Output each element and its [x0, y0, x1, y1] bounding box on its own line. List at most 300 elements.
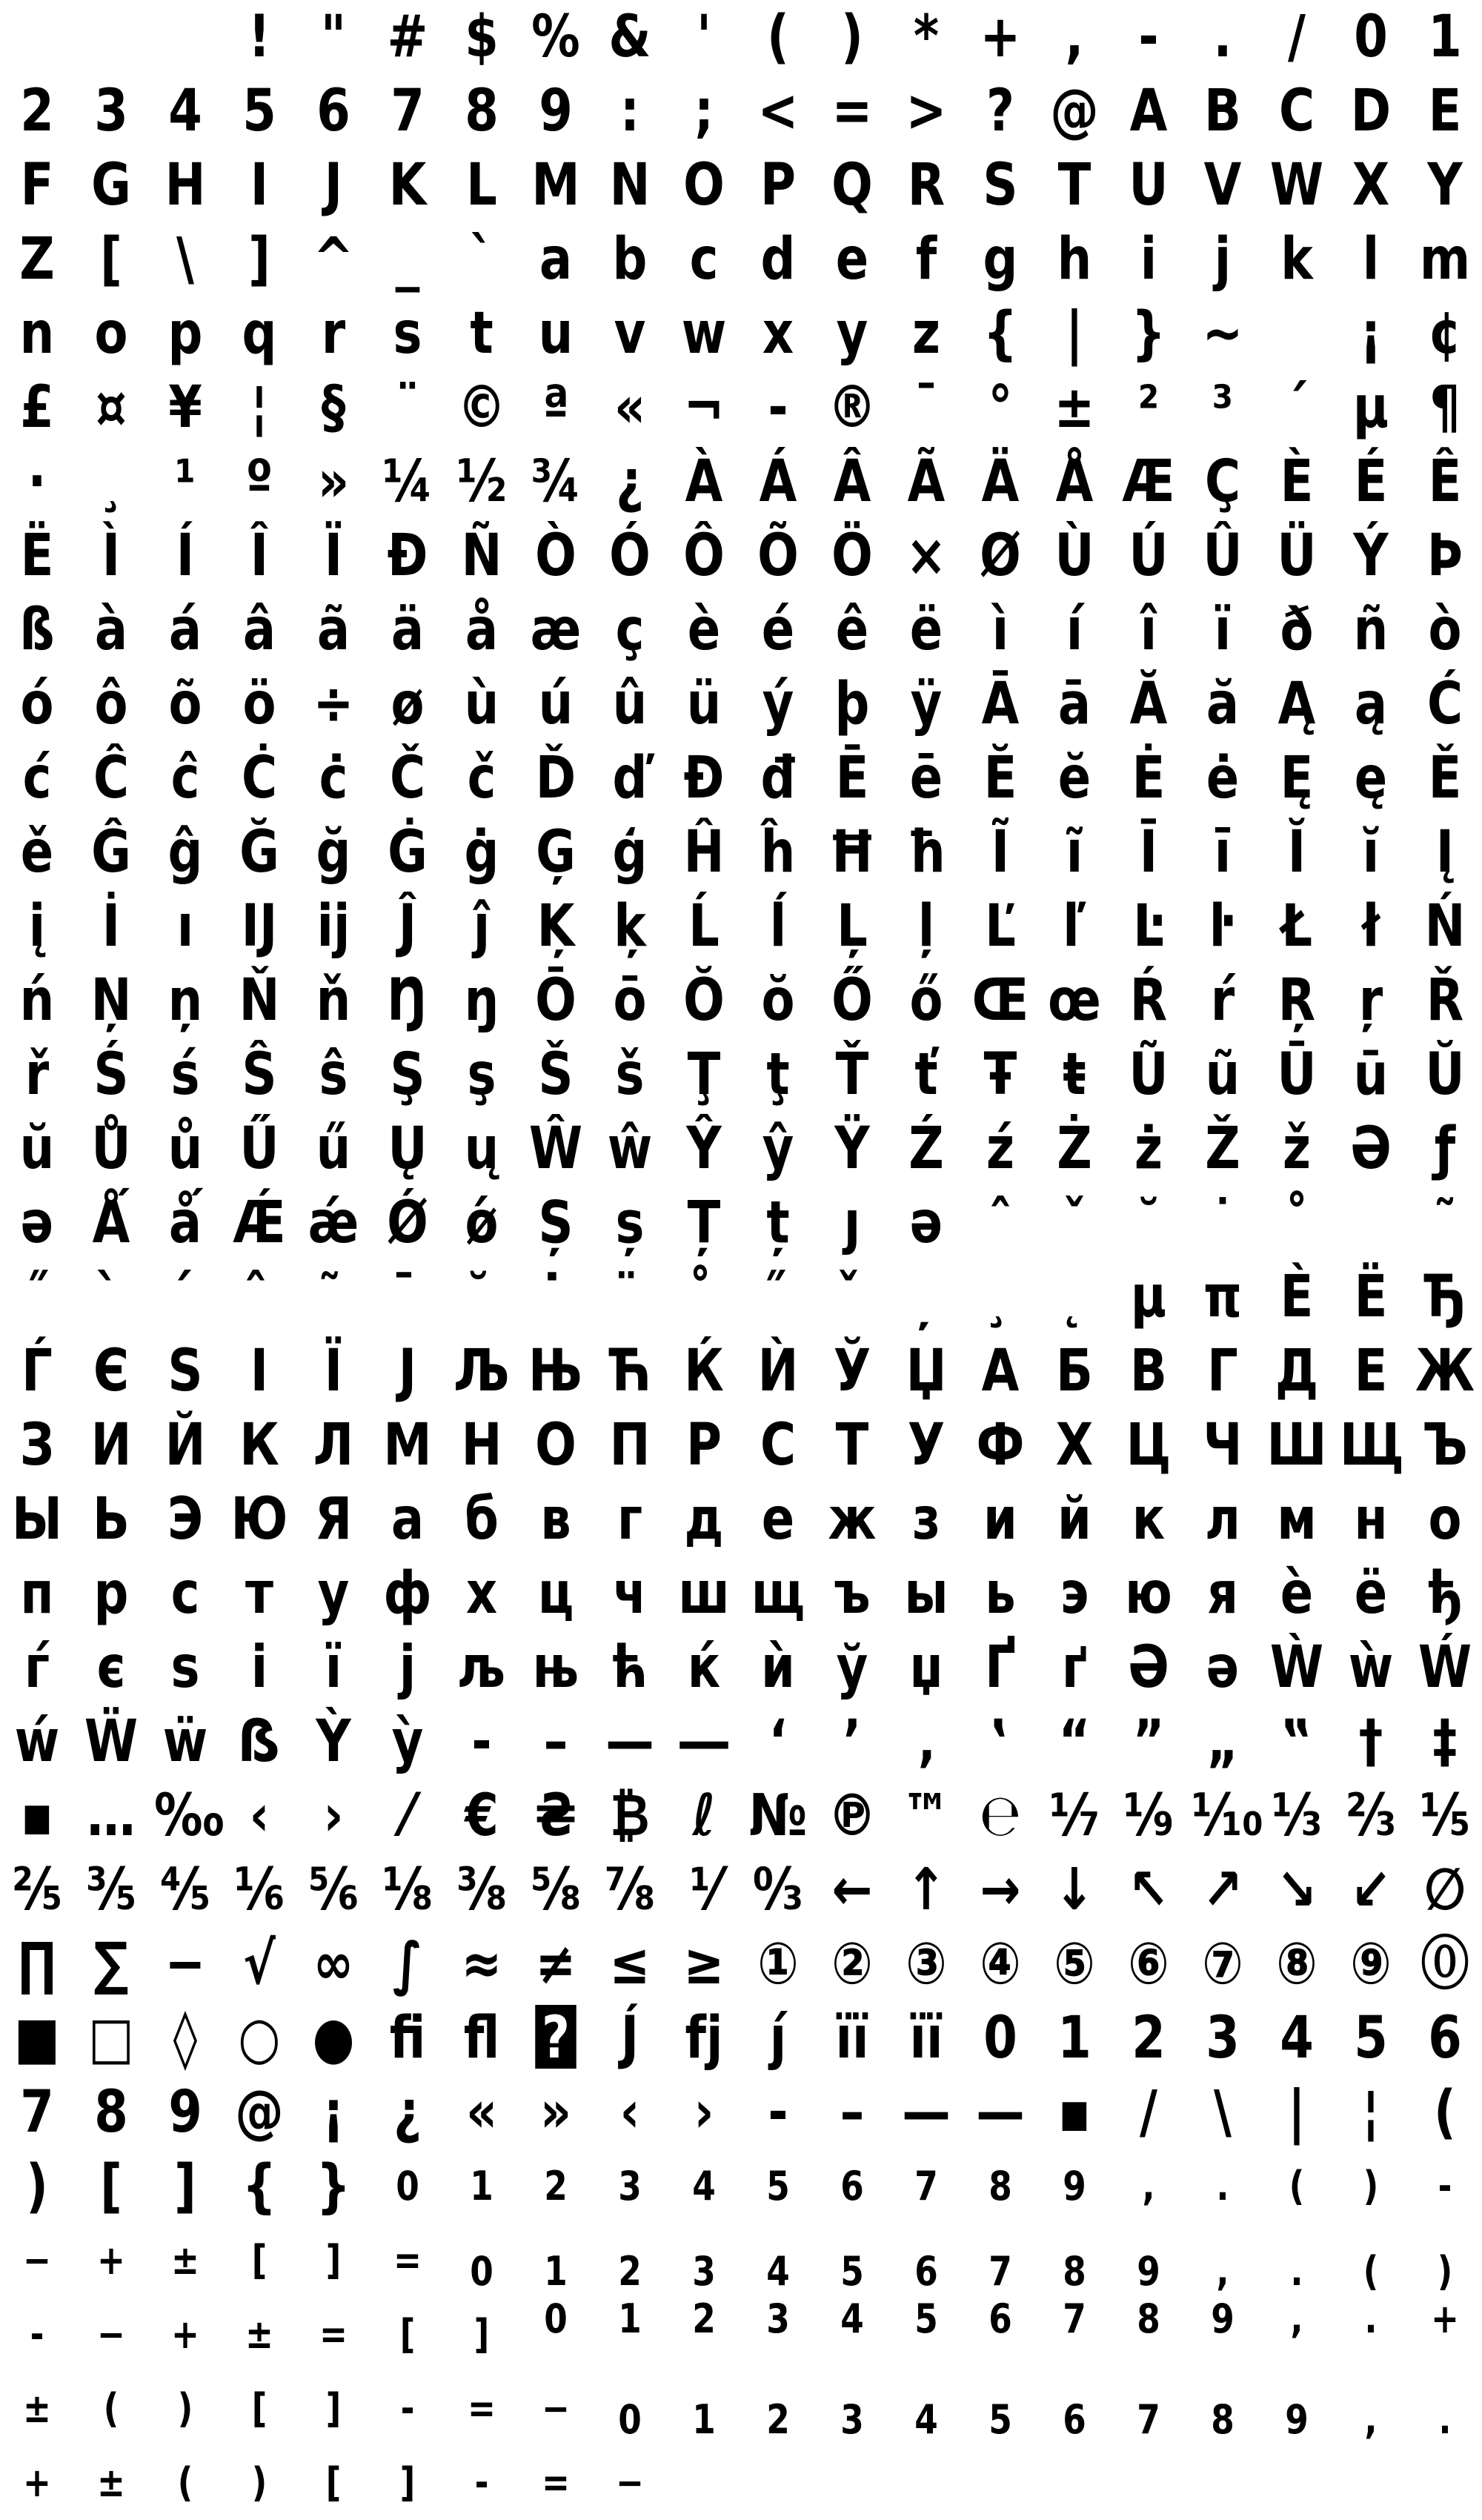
glyph-cell: ±	[245, 2311, 274, 2358]
glyph-cell: ĉ	[170, 745, 200, 812]
glyph-cell: e	[835, 226, 869, 293]
glyph-cell: ̨	[1066, 1264, 1083, 1330]
glyph-cell: ïï	[909, 2005, 943, 2072]
glyph-cell: ≈	[461, 1931, 502, 1997]
glyph-cell: đ	[760, 745, 796, 812]
glyph-cell: ﬁ	[389, 2005, 426, 2072]
glyph-cell: ĭ	[1362, 819, 1380, 886]
glyph-cell: )	[251, 2459, 268, 2506]
glyph-cell: ľ	[1063, 893, 1086, 960]
glyph-cell: ü	[686, 671, 722, 737]
glyph-cell: d	[760, 226, 796, 293]
glyph-cell: í	[1066, 597, 1083, 663]
glyph-cell: Ă	[1129, 671, 1168, 737]
glyph-cell: ź	[986, 1115, 1015, 1182]
glyph-cell: 7	[20, 2079, 54, 2146]
glyph-cell: O	[683, 152, 725, 219]
glyph-cell: ©	[457, 374, 506, 441]
glyph-cell: ¶	[1429, 374, 1461, 441]
glyph-cell: @	[1050, 78, 1099, 145]
glyph-row-30	[0, 2149, 1482, 2224]
glyph-cell: ‐	[471, 1708, 492, 1775]
glyph-row-33	[0, 2372, 1482, 2446]
glyph-cell: Ə	[1350, 1115, 1392, 1182]
glyph-cell: ė	[1206, 745, 1240, 812]
glyph-cell: ;	[694, 78, 714, 145]
glyph-cell: Ŕ	[1129, 967, 1168, 1034]
glyph-cell: Ь	[93, 1486, 130, 1553]
glyph-row-6	[0, 371, 1482, 445]
glyph-cell: i	[1140, 226, 1157, 293]
glyph-cell: Œ	[971, 967, 1029, 1034]
glyph-cell: ←	[831, 1857, 873, 1923]
glyph-cell: ˝	[24, 1264, 50, 1330]
glyph-cell: À	[685, 448, 723, 515]
glyph-cell: Ŭ	[1425, 1041, 1465, 1108]
glyph-cell: ○	[238, 2005, 281, 2072]
glyph-cell: °	[988, 374, 1013, 441]
glyph-cell: М	[383, 1412, 432, 1479]
glyph-cell: 6	[1428, 2005, 1462, 2072]
glyph-row-18	[0, 1260, 1482, 1334]
glyph-cell: ¿	[615, 448, 645, 515]
glyph-cell: ‟	[1280, 1708, 1313, 1775]
glyph-cell: ò	[1428, 597, 1462, 663]
glyph-cell: ?	[986, 78, 1015, 145]
glyph-cell: ő	[909, 967, 943, 1034]
glyph-cell	[1117, 2446, 1180, 2520]
glyph-cell: Ĭ	[1287, 819, 1306, 886]
glyph-cell: $	[465, 4, 499, 70]
glyph-cell: Ĳ	[241, 893, 278, 960]
glyph-cell: (	[177, 2459, 193, 2506]
glyph-cell: ŧ	[1063, 1041, 1086, 1108]
glyph-cell: ž	[1282, 1115, 1312, 1182]
glyph-cell: é	[761, 597, 795, 663]
glyph-cell: å	[465, 597, 499, 663]
glyph-cell: E	[1428, 78, 1462, 145]
glyph-cell: ³	[1212, 374, 1234, 441]
glyph-cell: ѝ	[761, 1634, 795, 1701]
glyph-cell: ю	[1125, 1560, 1172, 1627]
glyph-cell: я	[1206, 1560, 1239, 1627]
glyph-cell: (	[1434, 2079, 1456, 2146]
glyph-cell	[1266, 2446, 1328, 2520]
glyph-cell: ŋ	[464, 967, 499, 1034]
glyph-cell: ]	[399, 2459, 416, 2506]
glyph-cell: 2	[766, 2396, 790, 2443]
glyph-cell: Е	[1354, 1338, 1388, 1405]
glyph-cell: Đ	[683, 745, 725, 812]
glyph-cell: ,	[1216, 2248, 1229, 2295]
glyph-cell: љ	[457, 1634, 506, 1701]
glyph-row-31	[0, 2224, 1482, 2298]
glyph-cell: ±	[96, 2459, 126, 2506]
glyph-cell: 8	[1063, 2248, 1086, 2295]
glyph-cell: 9	[1137, 2248, 1160, 2295]
glyph-cell: Z	[19, 226, 55, 293]
glyph-cell: ⅓	[1272, 1783, 1322, 1849]
glyph-cell: B	[1204, 78, 1241, 145]
glyph-cell: Ř	[1426, 967, 1464, 1034]
glyph-cell: -	[474, 2459, 489, 2506]
glyph-cell: Þ	[1426, 523, 1463, 589]
glyph-cell: Ș	[538, 1190, 574, 1256]
glyph-cell: }	[316, 2153, 351, 2220]
glyph-cell: ã	[316, 597, 350, 663]
glyph-cell: ↙	[1350, 1857, 1392, 1923]
glyph-cell: ̄	[399, 1264, 416, 1330]
glyph-cell: ı	[176, 893, 194, 960]
glyph-cell: Ū	[1277, 1041, 1317, 1108]
glyph-cell: Ŧ	[983, 1041, 1017, 1108]
glyph-cell: ø	[391, 671, 425, 737]
glyph-cell: ¹	[174, 448, 196, 515]
glyph-cell: 8	[1137, 2295, 1160, 2342]
glyph-cell: b	[612, 226, 648, 293]
glyph-row-12	[0, 815, 1482, 889]
glyph-cell: %	[531, 4, 580, 70]
glyph-cell: y	[836, 300, 868, 367]
glyph-cell: }	[1131, 300, 1166, 367]
glyph-cell: C	[1278, 78, 1315, 145]
glyph-cell: š	[615, 1041, 645, 1108]
glyph-cell: ⅑	[1123, 1783, 1174, 1849]
glyph-cell: n	[19, 300, 55, 367]
glyph-cell: Ň	[239, 967, 280, 1034]
glyph-cell: ŷ	[762, 1115, 794, 1182]
glyph-cell: )	[1363, 2163, 1379, 2209]
glyph-cell: ⅛	[382, 1857, 433, 1923]
glyph-cell: Й	[165, 1412, 206, 1479]
glyph-cell: u	[538, 300, 574, 367]
glyph-cell: =	[467, 2385, 496, 2432]
glyph-cell: ê	[835, 597, 869, 663]
glyph-cell: ⅜	[456, 1857, 507, 1923]
glyph-cell: Ы	[12, 1486, 62, 1553]
glyph-cell: І	[250, 1338, 269, 1405]
glyph-cell: Ö	[831, 523, 873, 589]
glyph-cell: ń	[19, 967, 55, 1034]
glyph-cell: ğ	[316, 819, 351, 886]
glyph-cell: 7	[1137, 2396, 1160, 2443]
glyph-cell: -	[1438, 2163, 1452, 2209]
glyph-cell: 9	[539, 78, 573, 145]
glyph-cell: 5	[988, 2396, 1012, 2443]
glyph-cell: 0	[1354, 4, 1388, 70]
glyph-row-22	[0, 1556, 1482, 1631]
glyph-cell: -	[400, 2385, 415, 2432]
glyph-cell: а	[391, 1486, 425, 1553]
glyph-cell: È	[1280, 448, 1314, 515]
glyph-cell: □	[88, 2005, 134, 2072]
glyph-cell: ,	[1364, 2396, 1378, 2443]
glyph-cell: ̇	[547, 1264, 565, 1330]
glyph-cell: ˘	[1136, 1190, 1161, 1256]
glyph-cell: ū	[1353, 1041, 1389, 1108]
glyph-cell: ⓪	[1420, 1931, 1469, 1997]
glyph-cell: —	[902, 2079, 951, 2146]
glyph-cell: Ä	[981, 448, 1020, 515]
glyph-cell: J	[324, 152, 343, 219]
glyph-cell: ǝ	[20, 1190, 54, 1256]
glyph-cell: ¥	[168, 374, 202, 441]
glyph-cell: ó	[20, 671, 54, 737]
glyph-cell: 2	[618, 2248, 642, 2295]
glyph-cell: -	[1138, 4, 1159, 70]
glyph-cell: º	[245, 448, 273, 515]
glyph-cell: (	[767, 4, 789, 70]
glyph-cell: →	[980, 1857, 1021, 1923]
glyph-cell: ]	[248, 226, 270, 293]
glyph-cell: fj	[685, 2005, 723, 2072]
glyph-cell: 7	[914, 2163, 938, 2209]
glyph-cell: -	[30, 2311, 44, 2358]
glyph-cell: ]	[325, 2385, 342, 2432]
glyph-cell: ↑	[906, 1857, 947, 1923]
glyph-cell: Ā	[981, 671, 1020, 737]
glyph-cell: К	[239, 1412, 279, 1479]
glyph-row-23	[0, 1631, 1482, 1705]
glyph-cell: ь	[985, 1560, 1016, 1627]
glyph-cell: З	[19, 1412, 55, 1479]
glyph-cell: Î	[250, 523, 269, 589]
glyph-cell: Č	[389, 745, 426, 812]
glyph-cell: с	[170, 1560, 200, 1627]
glyph-cell: )	[1437, 2248, 1453, 2295]
glyph-cell: Ѓ	[21, 1338, 53, 1405]
glyph-cell: [	[251, 2237, 268, 2284]
glyph-cell: Њ	[528, 1338, 584, 1405]
glyph-cell: .	[1213, 4, 1232, 70]
glyph-cell: Ç	[1204, 448, 1241, 515]
glyph-cell: Ė	[1132, 745, 1166, 812]
glyph-cell: +	[1430, 2295, 1460, 2342]
glyph-cell: µ	[1130, 1264, 1167, 1330]
glyph-cell: &	[608, 4, 651, 70]
glyph-cell: ¡	[1360, 300, 1382, 367]
glyph-cell: 9	[1063, 2163, 1086, 2209]
glyph-cell: Ě	[1428, 745, 1462, 812]
glyph-cell: ö	[242, 671, 276, 737]
glyph-cell: ,	[1065, 4, 1084, 70]
glyph-cell: Ş	[390, 1041, 425, 1108]
glyph-cell: Р	[685, 1412, 722, 1479]
glyph-cell: |	[1288, 2079, 1306, 2146]
glyph-cell: Ą	[1277, 671, 1316, 737]
glyph-cell: (	[1363, 2248, 1379, 2295]
glyph-cell: 5	[914, 2295, 938, 2342]
glyph-cell: ¨	[395, 374, 420, 441]
glyph-cell: Ẅ	[84, 1708, 139, 1775]
glyph-cell: U	[1129, 152, 1169, 219]
glyph-cell: (	[1289, 2163, 1305, 2209]
glyph-cell: [	[251, 2385, 268, 2432]
glyph-cell: Џ	[906, 1338, 947, 1405]
glyph-cell: ̦	[917, 1264, 935, 1330]
glyph-cell: Ü	[1277, 523, 1317, 589]
glyph-cell: {	[983, 300, 1018, 367]
glyph-cell: ②	[831, 1931, 873, 1997]
glyph-cell: Щ	[1340, 1412, 1404, 1479]
glyph-cell: ~	[1202, 300, 1243, 367]
glyph-cell: L	[466, 152, 497, 219]
glyph-cell: „	[1206, 1708, 1239, 1775]
glyph-cell: Ž	[1205, 1115, 1240, 1182]
glyph-cell: и	[983, 1486, 1017, 1553]
glyph-cell: Ī	[1139, 819, 1158, 886]
glyph-cell: Ŷ	[686, 1115, 722, 1182]
glyph-cell: 1	[544, 2248, 568, 2295]
glyph-cell: ]	[473, 2311, 490, 2358]
glyph-cell: њ	[532, 1634, 579, 1701]
glyph-cell: 9	[1285, 2396, 1309, 2443]
glyph-cell: С	[760, 1412, 797, 1479]
glyph-cell: Ĕ	[983, 745, 1017, 812]
glyph-cell: I	[250, 152, 269, 219]
glyph-cell: 9	[168, 2079, 202, 2146]
glyph-cell: ў	[836, 1634, 868, 1701]
glyph-row-34	[0, 2446, 1482, 2520]
glyph-cell: k	[1280, 226, 1313, 293]
glyph-cell: ▪	[1057, 2079, 1091, 2146]
glyph-cell: Ѝ	[757, 1338, 799, 1405]
glyph-cell: −	[96, 2311, 126, 2358]
glyph-cell: þ	[834, 671, 870, 737]
glyph-row-13	[0, 889, 1482, 964]
glyph-cell: ⅗	[86, 1857, 136, 1923]
glyph-cell	[673, 2446, 735, 2520]
glyph-cell: 1	[1057, 2005, 1091, 2072]
glyph-cell: ù	[464, 671, 499, 737]
glyph-cell: Ǿ	[387, 1190, 428, 1256]
glyph-cell: 6	[316, 78, 350, 145]
glyph-cell: Ц	[1126, 1412, 1172, 1479]
glyph-row-8	[0, 519, 1482, 593]
glyph-cell: ^	[313, 226, 354, 293]
glyph-cell: )	[841, 4, 863, 70]
glyph-cell: l	[1362, 226, 1380, 293]
glyph-cell: V	[1203, 152, 1242, 219]
glyph-cell: ⅐	[1049, 1783, 1100, 1849]
glyph-cell: ˆ	[988, 1190, 1013, 1256]
glyph-cell: Ŀ	[1133, 893, 1164, 960]
glyph-cell: s	[393, 300, 422, 367]
glyph-cell: ˜	[1432, 1190, 1458, 1256]
glyph-cell: ŵ	[607, 1115, 653, 1182]
glyph-cell: Ó	[609, 523, 651, 589]
glyph-cell: Ċ	[241, 745, 278, 812]
glyph-cell: É	[1354, 448, 1388, 515]
glyph-cell: ѕ	[170, 1634, 200, 1701]
glyph-cell: ï	[1214, 597, 1232, 663]
glyph-cell: √	[243, 1931, 276, 1997]
glyph-cell: д	[684, 1486, 724, 1553]
glyph-cell: į	[28, 893, 46, 960]
glyph-cell: Ò	[535, 523, 576, 589]
glyph-cell: ℓ	[692, 1783, 716, 1849]
glyph-cell: ō	[613, 967, 647, 1034]
glyph-cell: ⅒	[1192, 1783, 1264, 1849]
glyph-cell: ,	[1142, 2163, 1155, 2209]
glyph-cell: э	[1060, 1560, 1089, 1627]
glyph-cell: 3	[94, 78, 128, 145]
glyph-cell: 3	[1206, 2005, 1240, 2072]
glyph-cell: #	[387, 4, 428, 70]
glyph-cell: ś	[170, 1041, 200, 1108]
glyph-cell: ќ	[687, 1634, 721, 1701]
glyph-cell: ĵ	[473, 893, 491, 960]
glyph-cell: ‰	[154, 1783, 225, 1849]
glyph-cell: 6	[988, 2295, 1012, 2342]
glyph-cell: ●	[312, 2005, 355, 2072]
glyph-cell: ↖	[1128, 1857, 1169, 1923]
glyph-cell: >	[906, 78, 947, 145]
glyph-cell: m	[1419, 226, 1471, 293]
glyph-cell: ỳ	[391, 1708, 424, 1775]
glyph-cell: ⑤	[1054, 1931, 1095, 1997]
glyph-cell: ↘	[1276, 1857, 1317, 1923]
glyph-cell: ¿	[393, 2079, 422, 2146]
glyph-cell: €	[465, 1783, 499, 1849]
glyph-row-3	[0, 148, 1482, 222]
glyph-cell: 4	[840, 2295, 864, 2342]
glyph-row-14	[0, 964, 1482, 1038]
glyph-cell: ů	[167, 1115, 203, 1182]
glyph-row-24	[0, 1705, 1482, 1779]
glyph-cell: 0	[396, 2163, 419, 2209]
glyph-cell: o	[94, 300, 128, 367]
glyph-cell: Ĺ	[688, 893, 720, 960]
glyph-cell: г	[617, 1486, 643, 1553]
glyph-cell: Í	[176, 523, 195, 589]
glyph-cell: ĺ	[769, 893, 787, 960]
glyph-cell: ↗	[1202, 1857, 1243, 1923]
glyph-cell: ѐ	[1280, 1560, 1314, 1627]
glyph-cell: ґ	[1061, 1634, 1088, 1701]
glyph-cell: Ł	[1280, 893, 1313, 960]
glyph-cell: ∫	[393, 1931, 422, 1997]
glyph-cell: ц	[537, 1560, 574, 1627]
glyph-cell: Ǻ	[92, 1190, 130, 1256]
glyph-cell: )	[177, 2385, 193, 2432]
glyph-cell: è	[687, 597, 721, 663]
glyph-cell: ﬂ	[463, 2005, 500, 2072]
glyph-cell: 7	[1063, 2295, 1086, 2342]
glyph-cell: Ж	[1415, 1338, 1475, 1405]
glyph-cell: ň	[316, 967, 351, 1034]
glyph-cell: Ý	[1353, 523, 1389, 589]
glyph-row-16	[0, 1112, 1482, 1186]
glyph-cell: ¾	[531, 448, 581, 515]
glyph-row-26	[0, 1853, 1482, 1927]
glyph-cell: N	[609, 152, 651, 219]
glyph-cell: /	[1288, 4, 1306, 70]
glyph-cell: у	[317, 1560, 350, 1627]
glyph-cell: ¸	[99, 448, 124, 515]
glyph-cell: і	[250, 1634, 268, 1701]
glyph-cell: ẃ	[14, 1708, 60, 1775]
glyph-cell: Ĵ	[398, 893, 417, 960]
glyph-cell: Š	[538, 1041, 574, 1108]
glyph-cell: Є	[93, 1338, 130, 1405]
glyph-cell: Ĩ	[991, 819, 1010, 886]
glyph-cell: ‘	[768, 1708, 788, 1775]
glyph-cell: +	[980, 4, 1021, 70]
glyph-cell: Ź	[908, 1115, 944, 1182]
glyph-cell: ⅖	[12, 1857, 62, 1923]
glyph-cell	[895, 2446, 957, 2520]
